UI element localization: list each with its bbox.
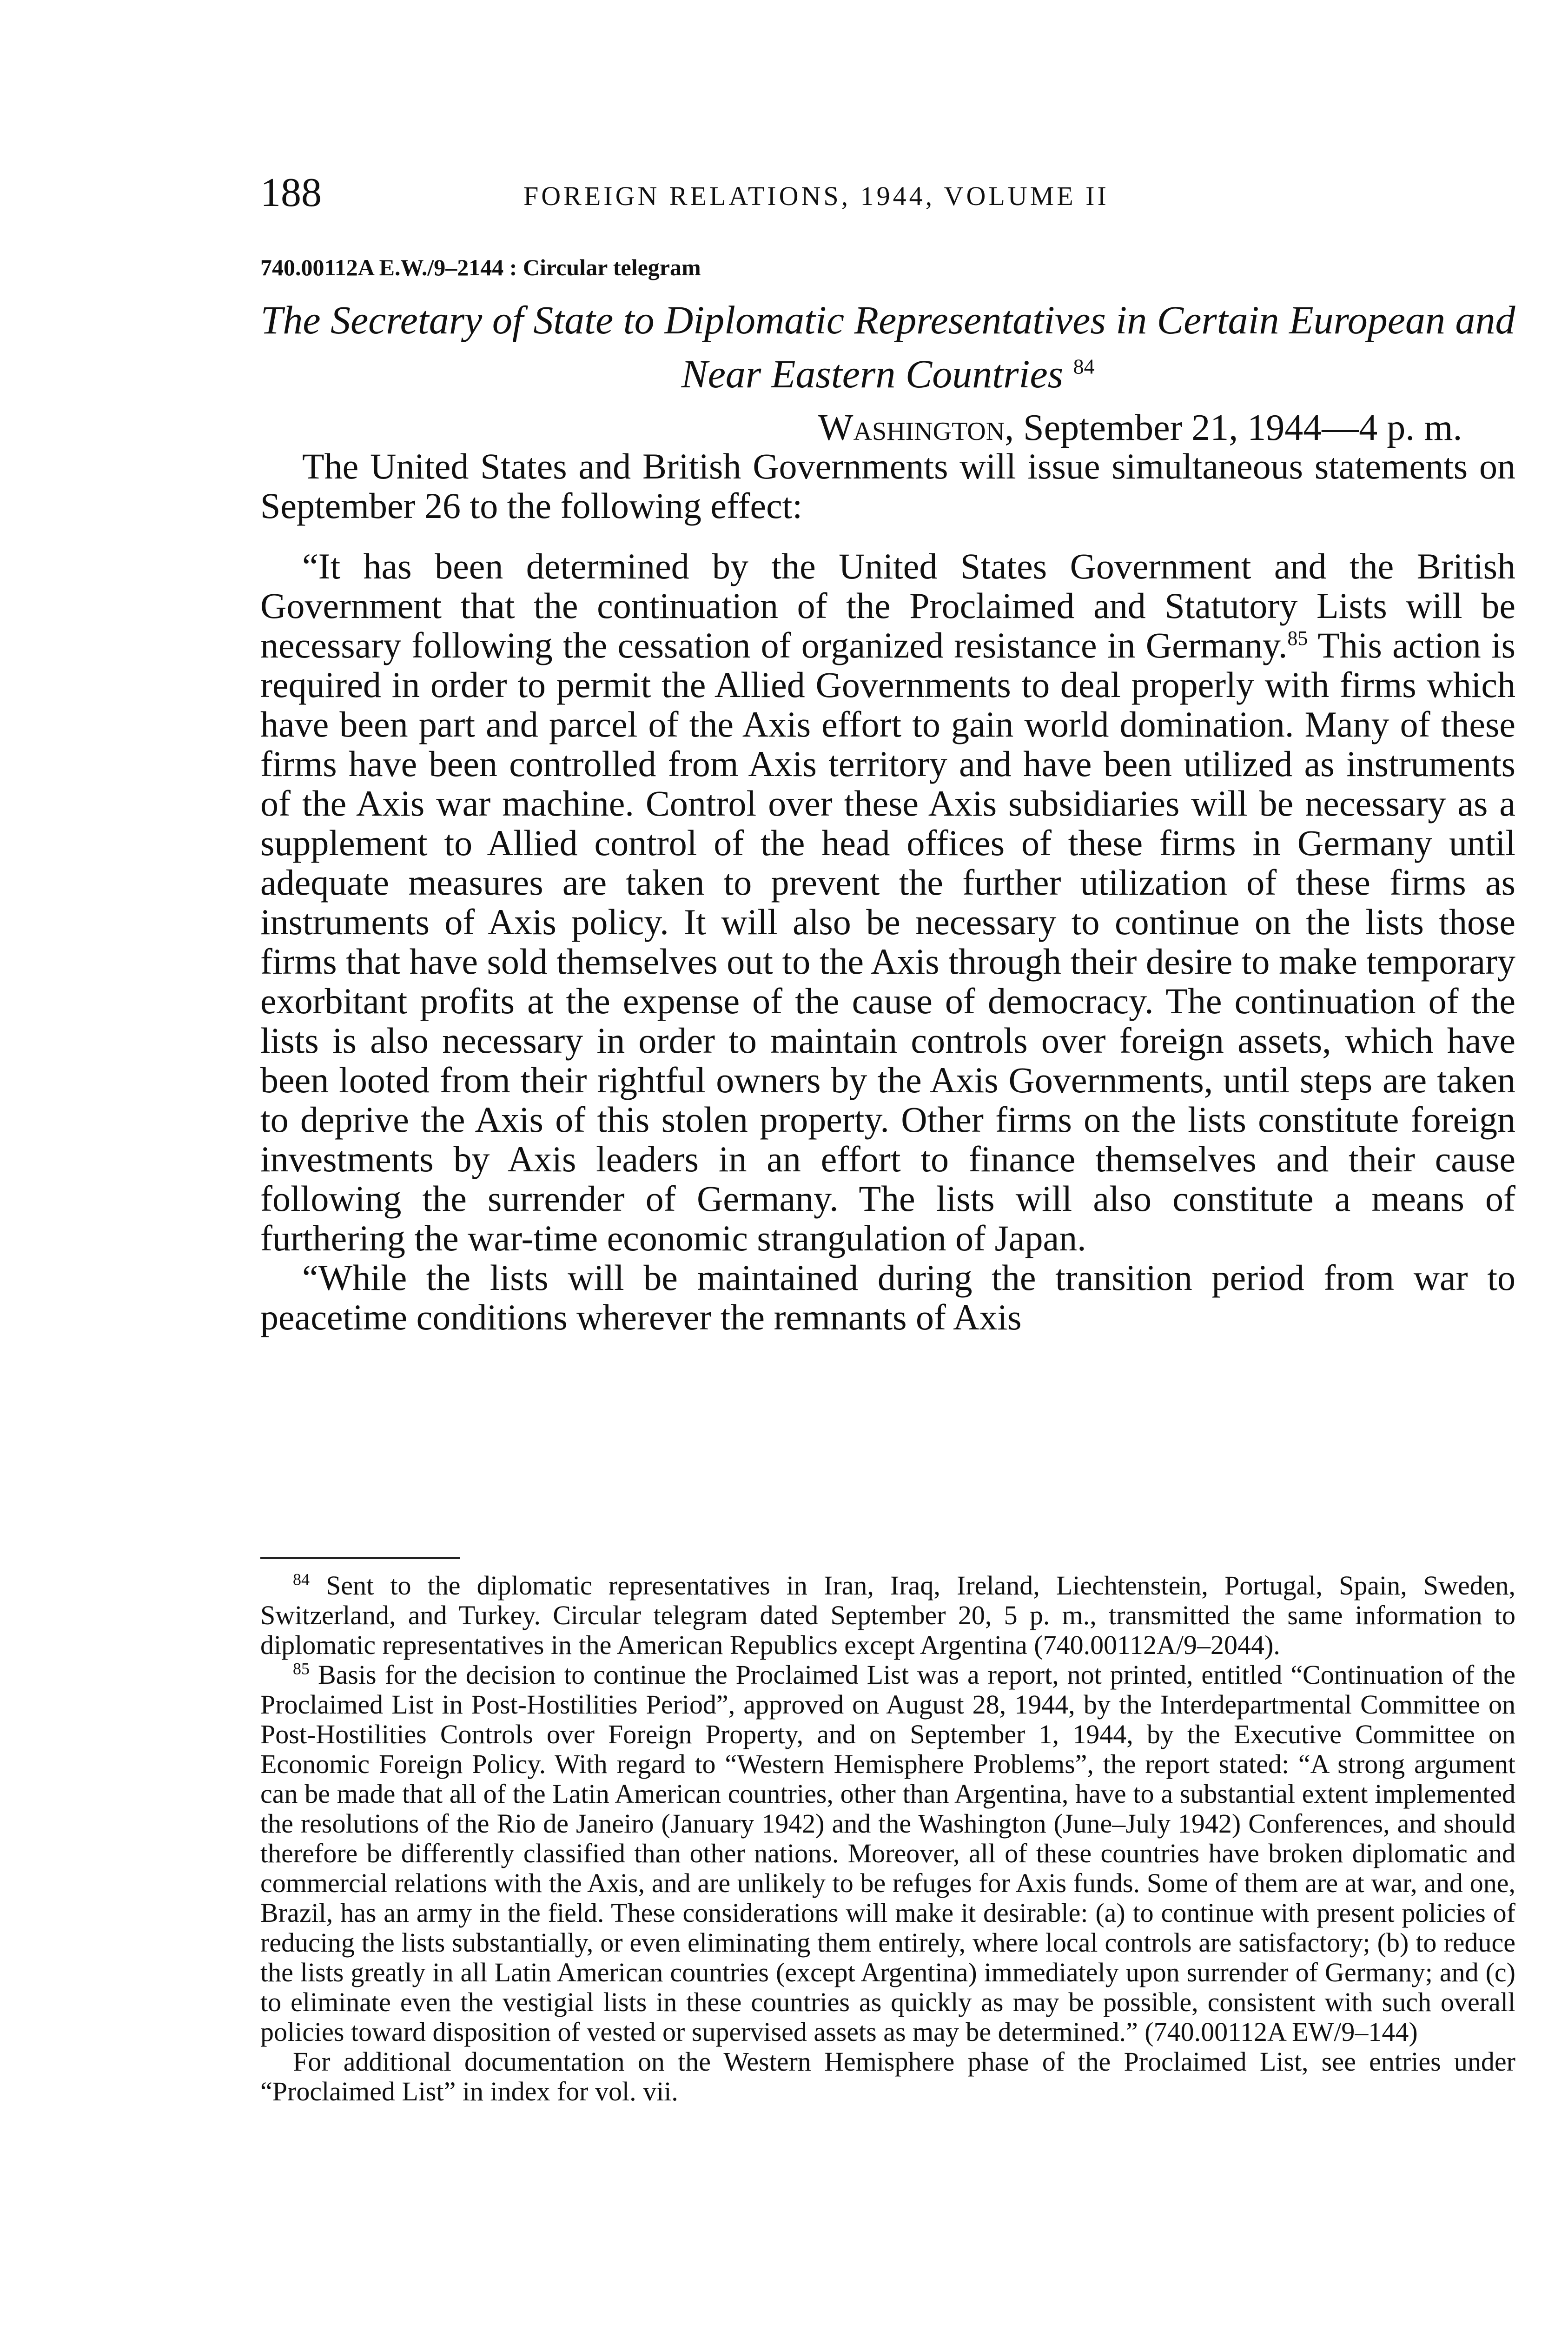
paragraph-statement (260, 546, 1515, 1258)
footnotes (260, 1571, 1515, 2106)
footnote-84-number: 84 (293, 1570, 310, 1589)
document-file-id: 740.00112A E.W./9–2144 : Circular telegram (260, 254, 701, 280)
paragraph-statement-part2: This action is required in order to permit the Allied Governments to deal properly with firms which have been part and parcel of the Axis effort to gain world domination. Many of these firms have been controlled from Axis territory and have been utilized as instruments of the Axis war machine. Control over these Axis subsidiaries will be necessary as a supplement to Allied control of the head offices of these firms in Germany until adequate measures are taken to prevent the further utilization of these firms as instruments of Axis policy. It will also be necessary to continue on the lists those firms that have sold themselves out to the Axis through their desire to make temporary exorbitant profits at the expense of the cause of democracy. The continuation of the lists is also necessary in order to maintain controls over foreign assets, which have been looted from their rightful owners by the Axis Governments, until steps are taken to deprive the Axis of this stolen property. Other firms on the lists constitute foreign investments by Axis leaders in an effort to finance themselves and their cause following the surrender of Germany. The lists will also constitute a means of furthering the war-time economic strangulation of Japan. (260, 625, 1515, 1258)
footnote-85 (260, 1660, 1515, 2047)
footnote-ref-84: 84 (1073, 354, 1095, 379)
footnote-ref-85: 85 (1287, 627, 1308, 650)
footnote-divider (260, 1557, 460, 1559)
paragraph-intro: The United States and British Governments will issue simultaneous statements on September 26 to the following effect: (260, 446, 1515, 526)
footnote-85-number: 85 (293, 1659, 310, 1678)
document-title-text: The Secretary of State to Diplomatic Representatives in Certain European and Near Eastern Countries (260, 298, 1515, 396)
page-header (260, 170, 1488, 221)
footnote-84-text: Sent to the diplomatic representatives in Iran, Iraq, Ireland, Liechtenstein, Portugal, Spain, Sweden, Switzerland, and Turkey. Circular telegram dated September 20, 5 p. m., transmitted the same information to diplomatic representatives in the American Republics except Argentina (740.00112A/9–2044). (260, 1570, 1515, 1660)
paragraph-statement-part1: “It has been determined by the United States Government and the British Government that the continuation of the Proclaimed and Statutory Lists will be necessary following the cessation of organized resistance in Germany. (260, 546, 1515, 665)
footnote-85-additional: For additional documentation on the Western Hemisphere phase of the Proclaimed List, see entries under “Proclaimed List” in index for vol. vii. (260, 2046, 1515, 2106)
footnote-84 (260, 1571, 1515, 1660)
dateline-date: , September 21, 1944—4 p. m. (1005, 407, 1462, 448)
dateline-place: Washington (818, 407, 1005, 448)
dateline (818, 405, 1462, 451)
telegram-body (260, 446, 1515, 1337)
footnote-85-text: Basis for the decision to continue the Proclaimed List was a report, not printed, entitled “Continuation of the Proclaimed List in Post-Hostilities Period”, approved on August 28, 1944, by the Interdepartmental Committee on Post-Hostilities Controls over Foreign Property, and on September 1, 1944, by the Executive Committee on Economic Foreign Policy. With regard to “Western Hemisphere Problems”, the report stated: “A strong argument can be made that all of the Latin American countries, other than Argentina, have to a substantial extent implemented the resolutions of the Rio de Janeiro (January 1942) and the Washington (June–July 1942) Conferences, and should therefore be differently classified than other nations. Moreover, all of these countries have broken diplomatic and commercial relations with the Axis, and are unlikely to be refuges for Axis funds. Some of them are at war, and one, Brazil, has an army in the field. These considerations will make it desirable: (a) to continue with present policies of reducing the lists substantially, or even eliminating them entirely, where local controls are satisfactory; (b) to reduce the lists greatly in all Latin American countries (except Argentina) immediately upon surrender of Germany; and (c) to eliminate even the vestigial lists in these countries as quickly as may be possible, consistent with such overall policies toward disposition of vested or supervised assets as may be determined.” (740.00112A EW/9–144) (260, 1660, 1515, 2047)
document-title (260, 293, 1515, 401)
paragraph-continuation: “While the lists will be maintained during the transition period from war to peacetime conditions wherever the remnants of Axis (260, 1257, 1515, 1337)
running-title: FOREIGN RELATIONS, 1944, VOLUME II (523, 181, 1109, 211)
page-number: 188 (260, 170, 322, 215)
